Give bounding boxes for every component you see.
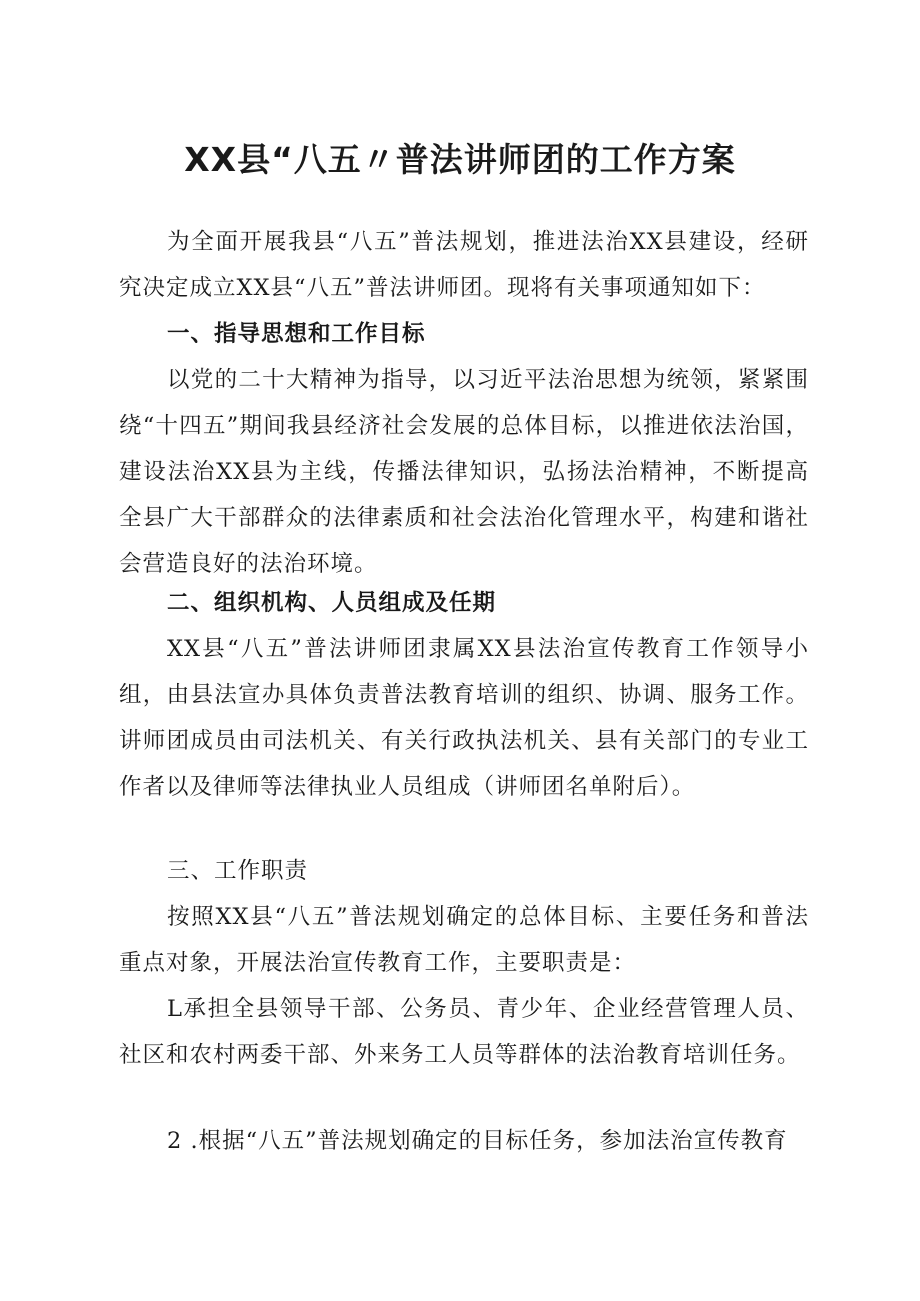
section-1-heading: 一、指导思想和工作目标 [167,321,426,347]
intro-paragraph: 为全面开展我县“八五”普法规划，推进法治XX县建设，经研究决定成立XX县“八五”普法讲师团。现将有关事项通知如下： [119,229,809,301]
section-3-item-1: L承担全县领导干部、公务员、青少年、企业经营管理人员、社区和农村两委干部、外来务工人员等群体的法治教育培训任务。 [119,996,809,1068]
section-2-paragraph: XX县“八五”普法讲师团隶属XX县法治宣传教育工作领导小组，由县法宣办具体负责普法教育培训的组织、协调、服务工作。讲师团成员由司法机关、有关行政执法机关、县有关部门的专业工作者以及律师等法律执业人员组成（讲师团名单附后）。 [119,636,809,800]
section-3-heading: 三、工作职责 [167,858,309,884]
section-2-heading: 二、组织机构、人员组成及任期 [167,590,497,616]
section-3-item-2: 2 .根据“八五”普法规划确定的目标任务，参加法治宣传教育 [167,1128,788,1154]
section-3-paragraph: 按照XX县“八五”普法规划确定的总体目标、主要任务和普法重点对象，开展法治宣传教育工作，主要职责是： [119,904,809,976]
section-1-paragraph: 以党的二十大精神为指导，以习近平法治思想为统领，紧紧围绕“十四五”期间我县经济社会发展的总体目标，以推进依法治国，建设法治XX县为主线，传播法律知识，弘扬法治精神，不断提高全县广大干部群众的法律素质和社会法治化管理水平，构建和谐社会营造良好的法治环境。 [119,367,809,577]
document-title: XX县“八五〃普法讲师团的工作方案 [184,140,736,179]
